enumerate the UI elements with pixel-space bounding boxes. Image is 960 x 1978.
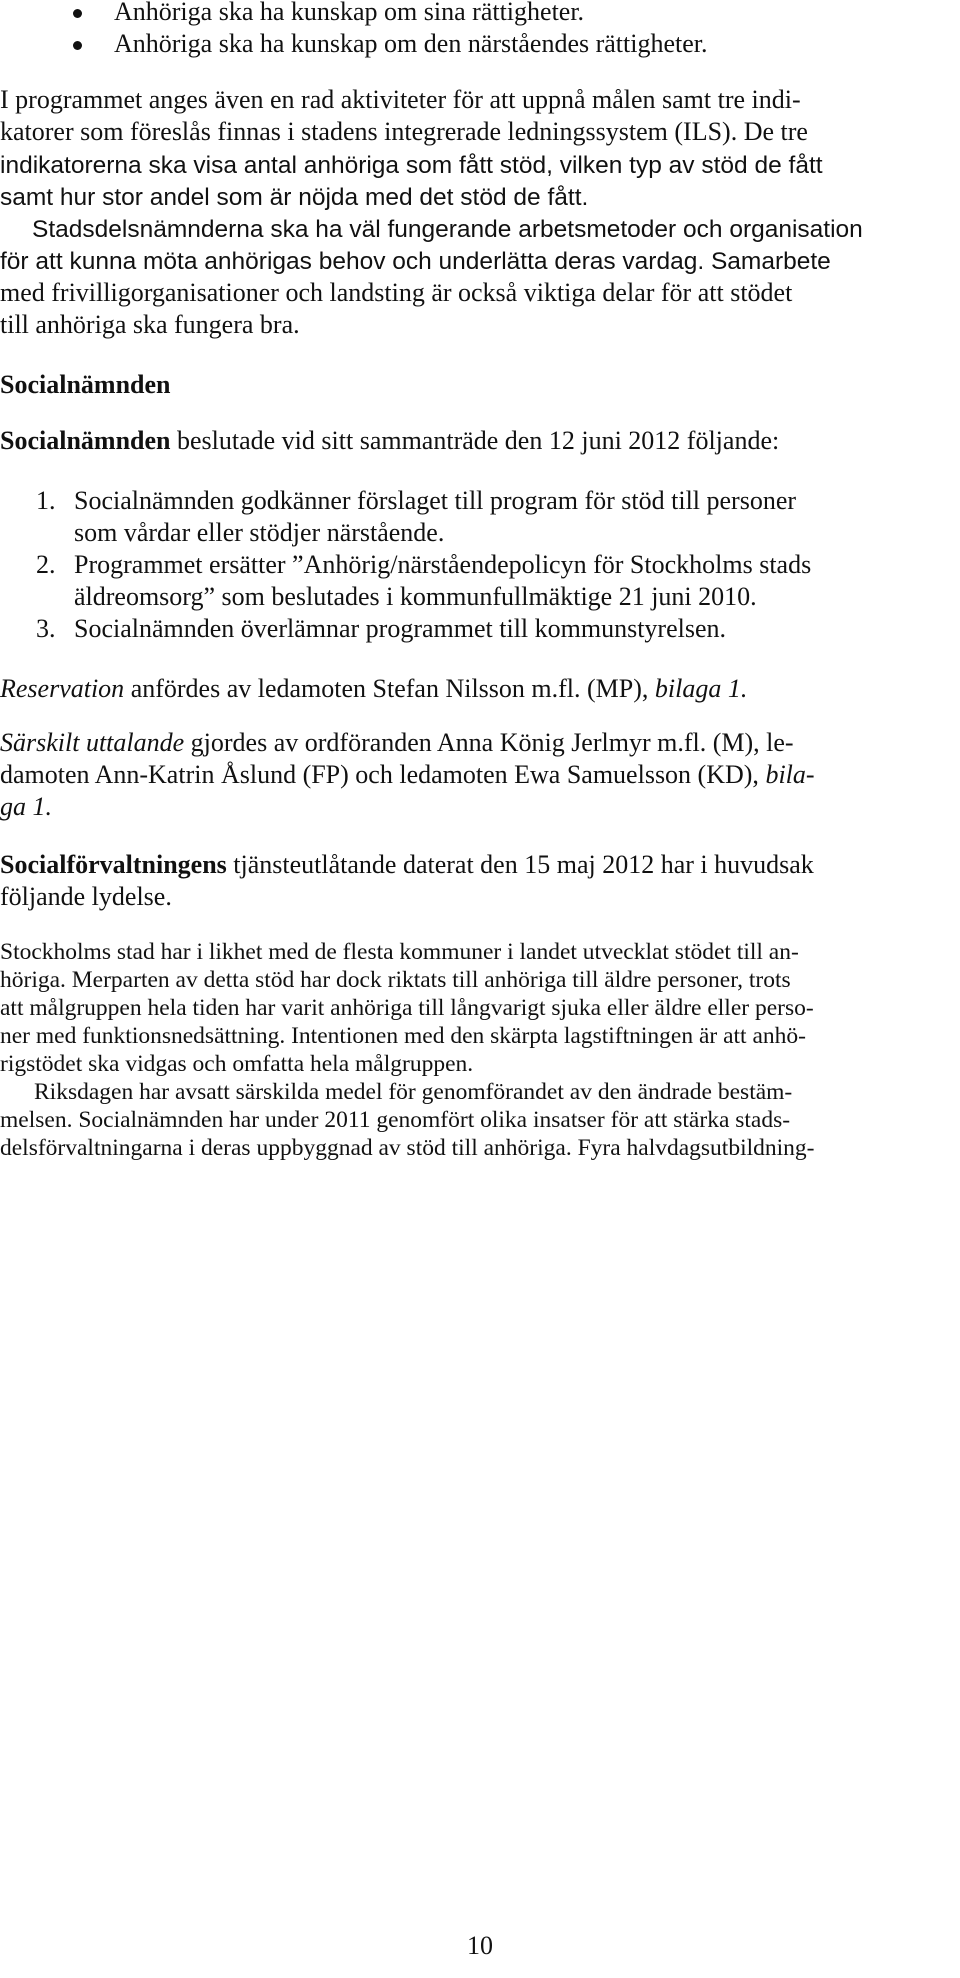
text-line: Riksdagen har avsatt särskilda medel för genomförandet av den ändrade bestäm- <box>34 1079 793 1105</box>
reservation-label: Reservation <box>0 674 125 703</box>
text-line: samt hur stor andel som är nöjda med det stöd de fått. <box>0 184 589 211</box>
text-line <box>0 727 794 759</box>
text-line: följande lydelse. <box>0 882 172 911</box>
text-line: att målgruppen hela tiden har varit anhöriga till långvarigt sjuka eller äldre eller perso- <box>0 995 814 1021</box>
decision-text: beslutade vid sitt sammanträde den 12 juni 2012 följande: <box>170 426 780 455</box>
list-item-text: Socialnämnden godkänner förslaget till program för stöd till personer <box>74 486 797 515</box>
text-line: ner med funktionsnedsättning. Intentionen med den skärpta lagstiftningen är att anhö- <box>0 1023 806 1049</box>
list-item-text: Programmet ersätter ”Anhörig/närståendepolicyn för Stockholms stads <box>74 550 812 579</box>
text-line: för att kunna möta anhörigas behov och underlätta deras vardag. Samarbete <box>0 248 831 275</box>
office-text: tjänsteutlåtande daterat den 15 maj 2012 har i huvudsak <box>226 850 814 879</box>
decision-subject: Socialnämnden <box>0 426 171 455</box>
page-number: 10 <box>467 1931 493 1960</box>
statement-text: gjordes av ordföranden Anna König Jerlmyr m.fl. (M), le- <box>184 728 794 757</box>
text-line: Stockholms stad har i likhet med de flesta kommuner i landet utvecklat stödet till an- <box>0 939 799 965</box>
text-line: till anhöriga ska fungera bra. <box>0 310 300 339</box>
decision-line <box>0 425 779 457</box>
bullet-icon <box>73 41 82 50</box>
text-line: katorer som föreslås finnas i stadens integrerade ledningssystem (ILS). De tre <box>0 117 808 146</box>
list-number: 2. <box>36 550 56 579</box>
reservation-text: anfördes av ledamoten Stefan Nilsson m.fl. (MP), <box>124 674 655 703</box>
list-item-text: Socialnämnden överlämnar programmet till kommunstyrelsen. <box>74 614 727 643</box>
bullet-item: Anhöriga ska ha kunskap om sina rättigheter. <box>114 0 585 26</box>
section-heading: Socialnämnden <box>0 370 171 399</box>
list-item-text: äldreomsorg” som beslutades i kommunfullmäktige 21 juni 2010. <box>74 582 757 611</box>
list-number: 3. <box>36 614 56 643</box>
text-line <box>0 849 814 881</box>
text-line: Stadsdelsnämnderna ska ha väl fungerande arbetsmetoder och organisation <box>32 216 863 243</box>
text-line: delsförvaltningarna i deras uppbyggnad av stöd till anhöriga. Fyra halvdagsutbildning- <box>0 1135 815 1161</box>
reservation-ref: bilaga 1. <box>654 674 748 703</box>
statement-ref: bila- <box>765 760 815 789</box>
text-line <box>0 759 815 791</box>
reservation-line <box>0 673 747 705</box>
statement-text: damoten Ann-Katrin Åslund (FP) och ledamoten Ewa Samuelsson (KD), <box>0 760 766 789</box>
text-line: ga 1. <box>0 792 52 821</box>
text-line: melsen. Socialnämnden har under 2011 genomfört olika insatser för att stärka stads- <box>0 1107 791 1133</box>
text-line: höriga. Merparten av detta stöd har dock riktats till anhöriga till äldre personer, trots <box>0 967 791 993</box>
text-line: I programmet anges även en rad aktiviteter för att uppnå målen samt tre indi- <box>0 85 801 114</box>
text-line: indikatorerna ska visa antal anhöriga som fått stöd, vilken typ av stöd de fått <box>0 152 823 179</box>
bullet-item: Anhöriga ska ha kunskap om den närståendes rättigheter. <box>114 29 708 58</box>
list-item-text: som vårdar eller stödjer närstående. <box>74 518 445 547</box>
list-number: 1. <box>36 486 56 515</box>
text-line: med frivilligorganisationer och landsting är också viktiga delar för att stödet <box>0 278 793 307</box>
statement-label: Särskilt uttalande <box>0 728 185 757</box>
bullet-icon <box>73 9 82 18</box>
office-subject: Socialförvaltningens <box>0 850 227 879</box>
text-line: rigstödet ska vidgas och omfatta hela målgruppen. <box>0 1051 474 1077</box>
